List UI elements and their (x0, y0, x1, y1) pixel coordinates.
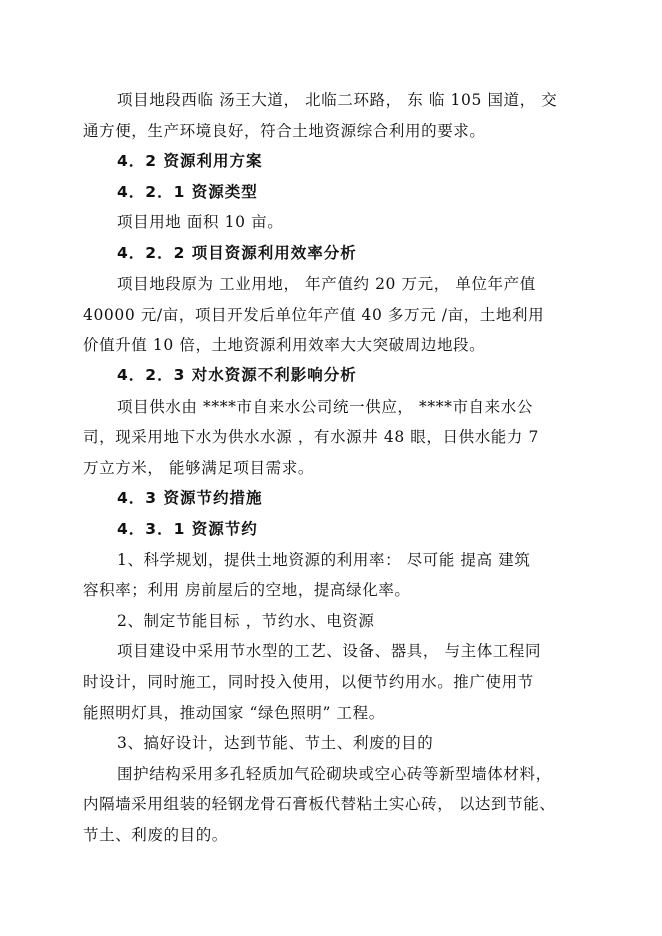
paragraph-land-area: 项目用地 面积 10 亩。 (117, 213, 284, 231)
paragraph-water-saving-line-2: 时设计，同时施工，同时投入使用，以便节约用水。推广使用节 (83, 673, 534, 691)
paragraph-efficiency-line-1: 项目地段原为 工业用地， 年产值约 20 万元， 单位年产值 (117, 275, 536, 293)
section-heading-4-3-1: 4．3．1 资源节约 (117, 520, 258, 538)
paragraph-water-line-2: 司，现采用地下水为供水水源 ，有水源井 48 眼，日供水能力 7 (83, 428, 539, 446)
paragraph-wall-materials-line-1: 围护结构采用多孔轻质加气砼砌块或空心砖等新型墙体材料， (117, 765, 552, 783)
paragraph-energy-target: 2、制定节能目标 ，节约水、电资源 (117, 612, 375, 630)
paragraph-design-goal: 3、搞好设计，达到节能、节土、利废的目的 (117, 734, 434, 752)
section-heading-4-2: 4．2 资源利用方案 (117, 152, 263, 170)
paragraph-efficiency-line-3: 价值升值 10 倍，土地资源利用效率大大突破周边地段。 (83, 336, 486, 354)
section-heading-4-2-2: 4．2．2 项目资源利用效率分析 (117, 244, 357, 262)
paragraph-land-location-line-2: 通方便，生产环境良好，符合土地资源综合利用的要求。 (83, 122, 486, 140)
paragraph-land-location-line-1: 项目地段西临 汤王大道， 北临二环路， 东 临 105 国道， 交 (117, 91, 558, 109)
paragraph-planning-line-2: 容积率；利用 房前屋后的空地，提高绿化率。 (83, 581, 411, 599)
paragraph-water-saving-line-3: 能照明灯具，推动国家 “绿色照明” 工程。 (83, 704, 385, 722)
section-heading-4-2-1: 4．2．1 资源类型 (117, 183, 258, 201)
paragraph-wall-materials-line-2: 内隔墙采用组装的轻钢龙骨石膏板代替粘土实心砖， 以达到节能、 (83, 795, 556, 813)
paragraph-planning-line-1: 1、科学规划，提供土地资源的利用率： 尽可能 提高 建筑 (117, 551, 531, 569)
section-heading-4-2-3: 4．2．3 对水资源不利影响分析 (117, 366, 357, 384)
paragraph-efficiency-line-2: 40000 元/亩，项目开发后单位年产值 40 多万元 /亩，土地利用 (83, 306, 545, 324)
paragraph-water-line-3: 万立方米， 能够满足项目需求。 (83, 459, 314, 477)
paragraph-water-line-1: 项目供水由 ****市自来水公司统一供应， ****市自来水公 (117, 398, 533, 416)
paragraph-wall-materials-line-3: 节土、利废的目的。 (83, 826, 228, 844)
section-heading-4-3: 4．3 资源节约措施 (117, 489, 263, 507)
paragraph-water-saving-line-1: 项目建设中采用节水型的工艺、设备、器具， 与主体工程同 (117, 642, 542, 660)
